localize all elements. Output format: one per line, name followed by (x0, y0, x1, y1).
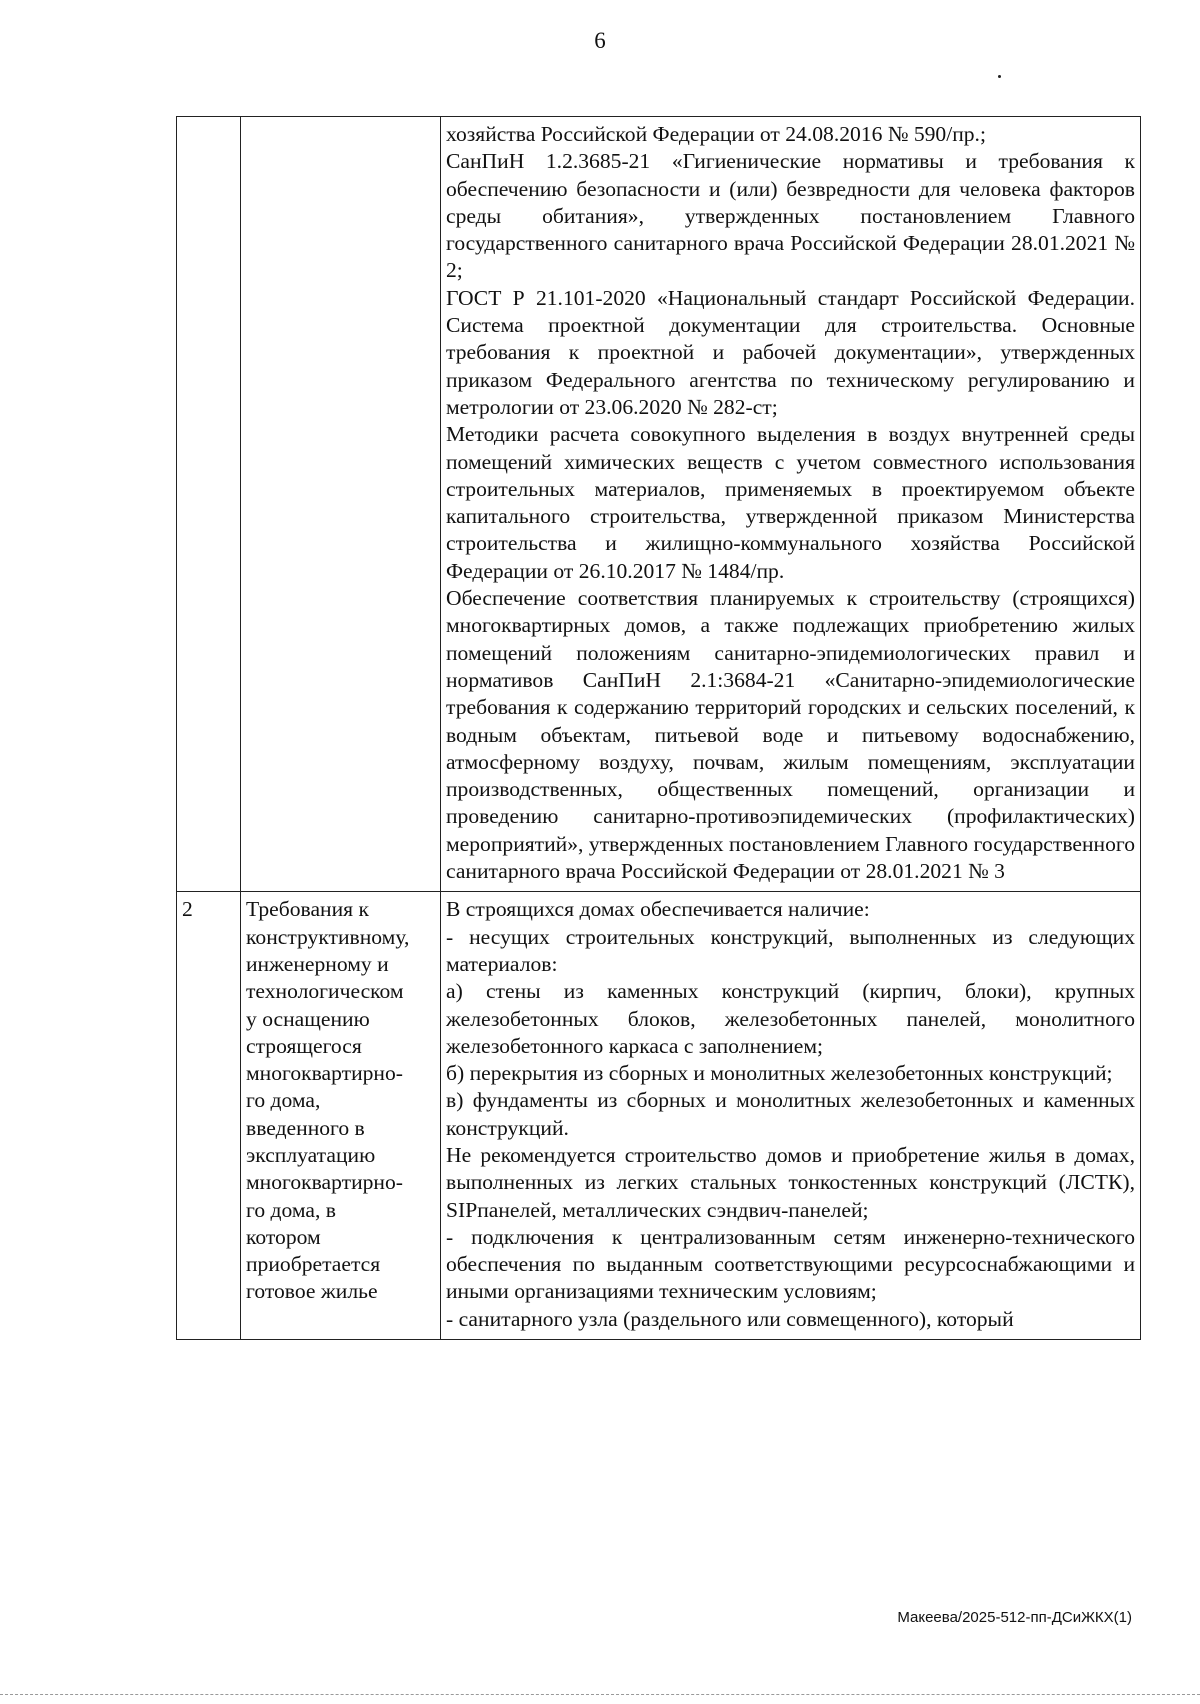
name-line: котором (246, 1224, 321, 1249)
row-number: 2 (177, 892, 241, 1340)
name-line: готовое жилье (246, 1279, 378, 1304)
name-line: приобретается (246, 1252, 381, 1277)
paragraph: Не рекомендуется строительство домов и приобретение жилья в домах, выполненных из легких стальных тонкостенных конструкций (ЛСТК), SIPпанелей, металлических сэндвич-панелей; (446, 1142, 1135, 1222)
paragraph: Методики расчета совокупного выделения в воздух внутренней среды помещений химических веществ с учетом совместного использования строительных материалов, применяемых в проектируемом объекте капитального строительства, утвержденной приказом Министерства строительства и жилищно-коммунального хозяйства Российской Федерации от 26.10.2017 № 1484/пр. (446, 422, 1135, 583)
document-code: Макеева/2025-512-пп-ДСиЖКХ(1) (897, 1609, 1132, 1626)
name-line: го дома, (246, 1088, 321, 1113)
requirement-text (441, 892, 1141, 1340)
name-line: инженерному и (246, 951, 389, 976)
stray-dot (998, 75, 1001, 78)
name-line: многоквартирно- (246, 1061, 403, 1086)
paragraph: - санитарного узла (раздельного или совмещенного), который (446, 1306, 1014, 1331)
name-line: введенного в (246, 1115, 365, 1140)
paragraph: - несущих строительных конструкций, выполненных из следующих материалов: (446, 924, 1135, 976)
paragraph: б) перекрытия из сборных и монолитных железобетонных конструкций; (446, 1061, 1113, 1086)
paragraph: Обеспечение соответствия планируемых к строительству (строящихся) многоквартирных домов, а также подлежащих приобретению жилых помещений положениям санитарно-эпидемиологических правил и нормативов СанПиН 2.1:3684-21 «Санитарно-эпидемиологические требования к содержанию территорий городских и сельских поселений, к водным объектам, питьевой воде и питьевому водоснабжению, атмосферному воздуху, почвам, жилым помещениям, эксплуатации производственных, общественных помещений, организации и проведению санитарно-противоэпидемических (профилактических) мероприятий», утвержденных постановлением Главного государственного санитарного врача Российской Федерации от 28.01.2021 № 3 (446, 586, 1135, 884)
requirements-table (176, 116, 1141, 1340)
requirement-text (441, 117, 1141, 892)
paragraph: СанПиН 1.2.3685-21 «Гигиенические нормативы и требования к обеспечению безопасности и (или) безвредности для человека факторов среды обитания», утвержденных постановлением Главного государственного санитарного врача Российской Федерации 28.01.2021 № 2; (446, 149, 1135, 283)
name-line: многоквартирно- (246, 1170, 403, 1195)
row-number (177, 117, 241, 892)
requirement-name (241, 892, 441, 1340)
paragraph: в) фундаменты из сборных и монолитных железобетонных и каменных конструкций. (446, 1088, 1135, 1140)
paragraph: - подключения к централизованным сетям инженерно-технического обеспечения по выданным соответствующими ресурсоснабжающими и иными организациями техническим условиям; (446, 1224, 1135, 1304)
paragraph: В строящихся домах обеспечивается наличие: (446, 897, 870, 922)
name-line: конструктивному, (246, 924, 410, 949)
paragraph: а) стены из каменных конструкций (кирпич, блоки), крупных железобетонных блоков, железобетонных панелей, монолитного железобетонного каркаса с заполнением; (446, 979, 1135, 1058)
name-line: строящегося (246, 1033, 362, 1058)
name-line: у оснащению (246, 1006, 370, 1031)
table-row (177, 892, 1141, 1340)
paragraph: ГОСТ Р 21.101-2020 «Национальный стандарт Российской Федерации. Система проектной документации для строительства. Основные требования к проектной и рабочей документации», утвержденных приказом Федерального агентства по техническому регулированию и метрологии от 23.06.2020 № 282-ст; (446, 285, 1135, 419)
scan-edge-line (0, 1694, 1200, 1695)
name-line: го дома, в (246, 1197, 336, 1222)
name-line: технологическом (246, 979, 404, 1004)
name-line: эксплуатацию (246, 1142, 376, 1167)
table-row (177, 117, 1141, 892)
requirement-name (241, 117, 441, 892)
name-line: Требования к (246, 897, 369, 922)
paragraph: хозяйства Российской Федерации от 24.08.2016 № 590/пр.; (446, 122, 986, 146)
page-number: 6 (594, 28, 606, 53)
